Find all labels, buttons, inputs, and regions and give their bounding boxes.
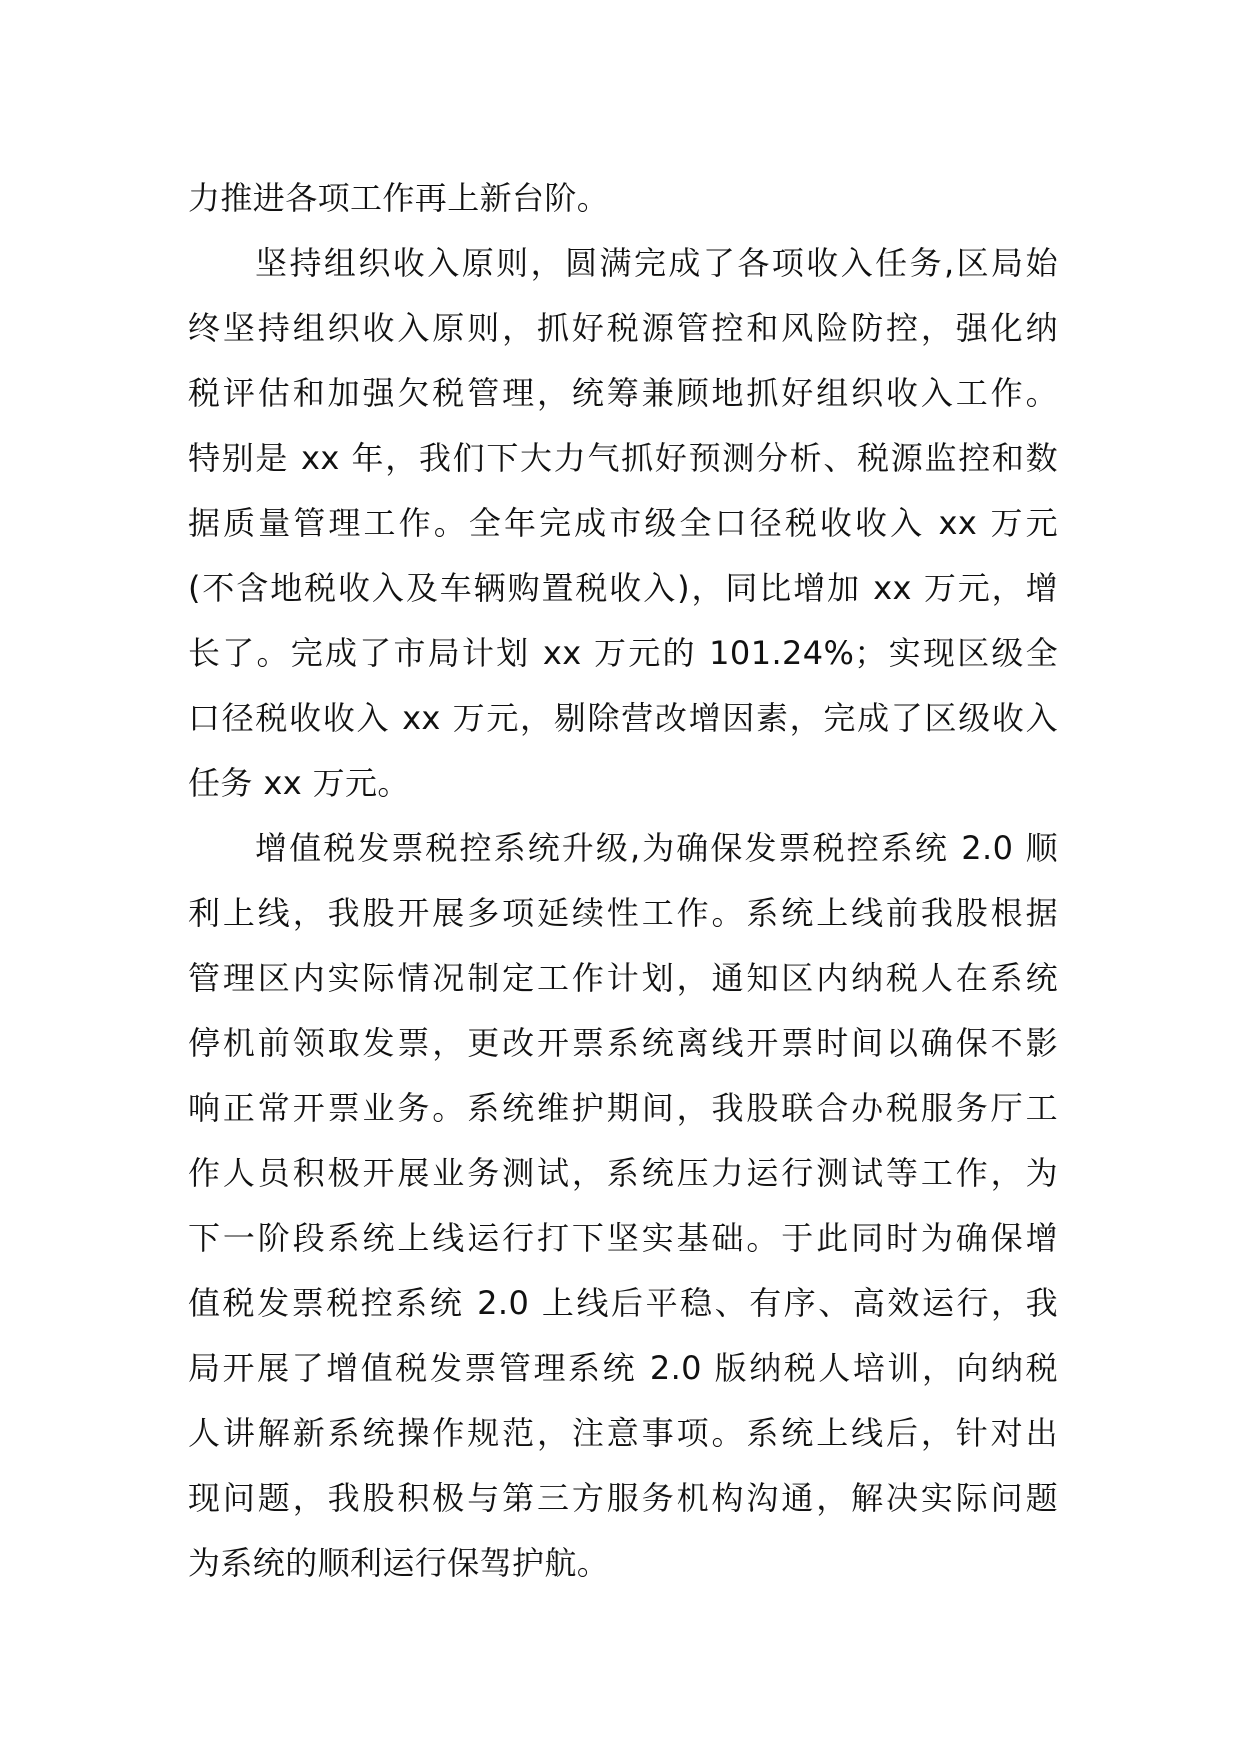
text-line: 终坚持组织收入原则，抓好税源管控和风险防控，强化纳 — [188, 309, 1058, 347]
text-line: 特别是 xx 年，我们下大力气抓好预测分析、税源监控和数 — [188, 439, 1058, 477]
document-page — [188, 166, 1058, 1596]
text-line: (不含地税收入及车辆购置税收入)，同比增加 xx 万元，增 — [188, 569, 1058, 607]
text-line: 据质量管理工作。全年完成市级全口径税收收入 xx 万元 — [188, 504, 1058, 542]
text-line: 下一阶段系统上线运行打下坚实基础。于此同时为确保增 — [188, 1219, 1058, 1257]
text-line: 停机前领取发票，更改开票系统离线开票时间以确保不影 — [188, 1024, 1058, 1062]
text-line: 值税发票税控系统 2.0 上线后平稳、有序、高效运行，我 — [188, 1284, 1058, 1322]
paragraph-last-line: 为系统的顺利运行保驾护航。 — [188, 1544, 610, 1582]
text-line: 力推进各项工作再上新台阶。 — [188, 179, 610, 217]
text-line: 口径税收收入 xx 万元，剔除营改增因素，完成了区级收入 — [188, 699, 1058, 737]
text-line: 利上线，我股开展多项延续性工作。系统上线前我股根据 — [188, 894, 1058, 932]
text-line: 长了。完成了市局计划 xx 万元的 101.24%；实现区级全 — [188, 634, 1058, 672]
paragraph-first-line: 坚持组织收入原则，圆满完成了各项收入任务,区局始 — [255, 244, 1058, 282]
paragraph-last-line: 任务 xx 万元。 — [188, 764, 410, 802]
text-line: 管理区内实际情况制定工作计划，通知区内纳税人在系统 — [188, 959, 1058, 997]
text-line: 现问题，我股积极与第三方服务机构沟通，解决实际问题 — [188, 1479, 1058, 1517]
text-line: 人讲解新系统操作规范，注意事项。系统上线后，针对出 — [188, 1414, 1058, 1452]
text-line: 作人员积极开展业务测试，系统压力运行测试等工作，为 — [188, 1154, 1058, 1192]
text-line: 税评估和加强欠税管理，统筹兼顾地抓好组织收入工作。 — [188, 374, 1058, 412]
text-line: 局开展了增值税发票管理系统 2.0 版纳税人培训，向纳税 — [188, 1349, 1058, 1387]
text-line: 响正常开票业务。系统维护期间，我股联合办税服务厅工 — [188, 1089, 1058, 1127]
paragraph-first-line: 增值税发票税控系统升级,为确保发票税控系统 2.0 顺 — [255, 829, 1058, 867]
